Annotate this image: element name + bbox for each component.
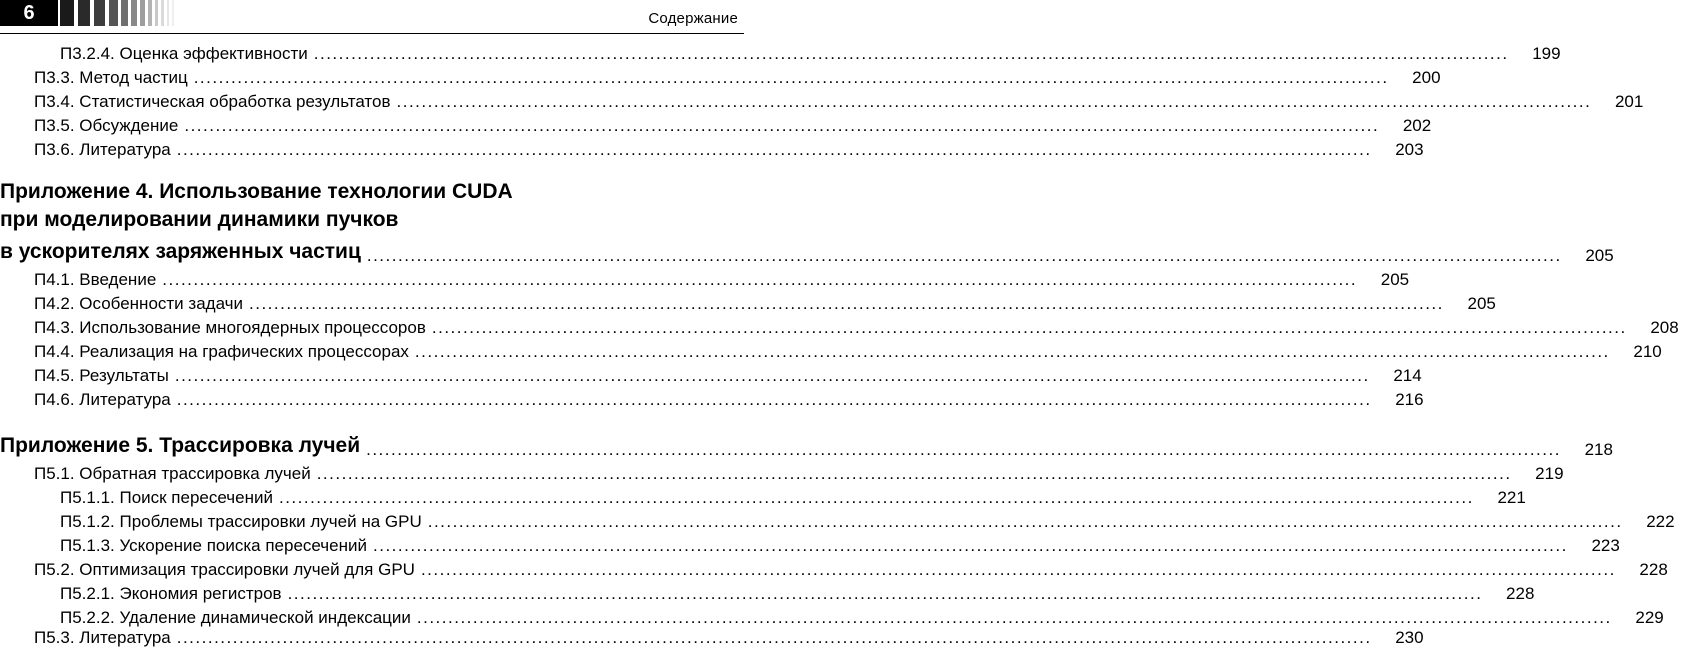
dot-leader: ................................................................................................................................................................................................	[278, 488, 1474, 507]
decoration-bar	[78, 0, 90, 26]
toc-entry-page: 202	[1402, 116, 1432, 135]
chapter-title-line[interactable]: Приложение 4. Использование технологии CUDA	[0, 180, 513, 203]
dot-leader: ................................................................................................................................................................................................	[193, 68, 1389, 87]
header-rule	[0, 33, 744, 34]
page-header	[0, 0, 744, 34]
toc-entry[interactable]	[0, 338, 1662, 362]
toc-entry-label: П5.1.1. Поиск пересечений	[60, 488, 273, 507]
toc-entry[interactable]	[0, 314, 1679, 338]
decoration-bar	[109, 0, 118, 26]
dot-leader: ................................................................................................................................................................................................	[249, 294, 1444, 313]
dot-leader: ................................................................................................................................................................................................	[414, 342, 1610, 361]
toc-entry-label: П3.5. Обсуждение	[34, 116, 179, 135]
dot-leader: ................................................................................................................................................................................................	[316, 464, 1512, 483]
toc-entry[interactable]	[0, 266, 1410, 290]
toc-entry-page: 216	[1395, 390, 1424, 409]
decoration-bar	[172, 0, 174, 26]
toc-entry-label: П3.3. Метод частиц	[34, 68, 188, 87]
decoration-bar	[60, 0, 74, 26]
toc-entry-label: П4.1. Введение	[34, 270, 157, 289]
toc-entry-page: 205	[1380, 270, 1410, 289]
chapter-entry[interactable]	[0, 430, 1613, 460]
toc-entry-label: П5.2. Оптимизация трассировки лучей для GPU	[34, 560, 415, 579]
toc-entry[interactable]	[0, 112, 1432, 136]
toc-entry[interactable]	[0, 508, 1675, 532]
toc-entry-label: П3.6. Литература	[34, 140, 171, 159]
toc-entry-page: 223	[1591, 536, 1620, 555]
toc-entry[interactable]	[0, 556, 1668, 580]
toc-entry-page: 205	[1585, 246, 1614, 265]
toc-entry-page: 201	[1614, 92, 1644, 111]
toc-entry[interactable]	[0, 386, 1424, 410]
toc-entry[interactable]	[0, 580, 1535, 604]
toc-entry-label: П5.3. Литература	[34, 628, 171, 647]
dot-leader: ................................................................................................................................................................................................	[431, 318, 1627, 337]
dot-leader: ................................................................................................................................................................................................	[366, 246, 1562, 265]
dot-leader: ................................................................................................................................................................................................	[162, 270, 1358, 289]
toc-entry[interactable]	[0, 64, 1441, 88]
toc-entry-page: 210	[1633, 342, 1662, 361]
decoration-bar	[121, 0, 128, 26]
toc-entry[interactable]	[0, 40, 1561, 64]
page-number: 6	[0, 0, 58, 26]
dot-leader: ................................................................................................................................................................................................	[396, 92, 1592, 111]
decoration-bar	[140, 0, 145, 26]
dot-leader: ................................................................................................................................................................................................	[287, 584, 1483, 603]
chapter-title-line[interactable]: при моделировании динамики пучков	[0, 208, 399, 231]
toc-entry-label: П3.2.4. Оценка эффективности	[60, 44, 308, 63]
toc-entry-page: 205	[1467, 294, 1496, 313]
dot-leader: ................................................................................................................................................................................................	[176, 390, 1372, 409]
toc-entry-page: 203	[1395, 140, 1424, 159]
toc-entry-label: П4.6. Литература	[34, 390, 171, 409]
decoration-bar	[155, 0, 158, 26]
decoration-bar	[167, 0, 169, 26]
toc-entry-page: 219	[1535, 464, 1564, 483]
toc-entry-page: 199	[1532, 44, 1561, 63]
chapter-title-line: в ускорителях заряженных частиц	[0, 240, 361, 263]
toc-entry[interactable]	[0, 88, 1644, 112]
toc-entry-label: П3.4. Статистическая обработка результатов	[34, 92, 391, 111]
dot-leader: ................................................................................................................................................................................................	[174, 366, 1370, 385]
decoration-bar	[148, 0, 152, 26]
chapter-title: Приложение 5. Трассировка лучей	[0, 434, 361, 457]
toc-entry[interactable]	[0, 484, 1526, 508]
toc-entry-page: 228	[1506, 584, 1535, 603]
toc-entry-label: П4.2. Особенности задачи	[34, 294, 244, 313]
dot-leader: ................................................................................................................................................................................................	[366, 440, 1561, 459]
toc-entry-page: 230	[1395, 628, 1424, 647]
toc-entry-page: 214	[1393, 366, 1422, 385]
dot-leader: ................................................................................................................................................................................................	[176, 140, 1372, 159]
toc-entry-page: 221	[1497, 488, 1526, 507]
chapter-entry[interactable]	[0, 236, 1614, 266]
dot-leader: ................................................................................................................................................................................................	[313, 44, 1509, 63]
decoration-bar	[94, 0, 105, 26]
toc-entry[interactable]	[0, 460, 1564, 484]
toc-entry-label: П5.1.2. Проблемы трассировки лучей на GPU	[60, 512, 422, 531]
running-title: Содержание	[648, 10, 738, 27]
toc-entry-page: 222	[1646, 512, 1675, 531]
toc-entry-label: П4.4. Реализация на графических процессорах	[34, 342, 409, 361]
decoration-bar	[131, 0, 137, 26]
toc-entry-label: П5.2.1. Экономия регистров	[60, 584, 282, 603]
toc-entry[interactable]	[0, 624, 1424, 648]
toc-entry-label: П4.5. Результаты	[34, 366, 169, 385]
toc-entry[interactable]	[0, 290, 1496, 314]
dot-leader: ................................................................................................................................................................................................	[373, 536, 1568, 555]
toc-entry-page: 208	[1650, 318, 1679, 337]
toc-entry[interactable]	[0, 532, 1620, 556]
toc-entry-page: 229	[1635, 608, 1664, 627]
toc-entry-page: 228	[1639, 560, 1668, 579]
dot-leader: ................................................................................................................................................................................................	[176, 628, 1372, 647]
toc-entry-label: П5.1.3. Ускорение поиска пересечений	[60, 536, 367, 555]
toc-entry[interactable]	[0, 136, 1424, 160]
dot-leader: ................................................................................................................................................................................................	[420, 560, 1616, 579]
dot-leader: ................................................................................................................................................................................................	[416, 608, 1612, 627]
toc-entry-label: П5.1. Обратная трассировка лучей	[34, 464, 311, 483]
toc-entry-label: П5.2.2. Удаление динамической индексации	[60, 608, 411, 627]
decoration-bar	[161, 0, 164, 26]
toc-entry-page: 200	[1412, 68, 1441, 87]
toc-entry-page: 218	[1584, 440, 1613, 459]
dot-leader: ................................................................................................................................................................................................	[184, 116, 1380, 135]
toc-entry[interactable]	[0, 362, 1422, 386]
toc-entry-label: П4.3. Использование многоядерных процессоров	[34, 318, 426, 337]
dot-leader: ................................................................................................................................................................................................	[427, 512, 1623, 531]
